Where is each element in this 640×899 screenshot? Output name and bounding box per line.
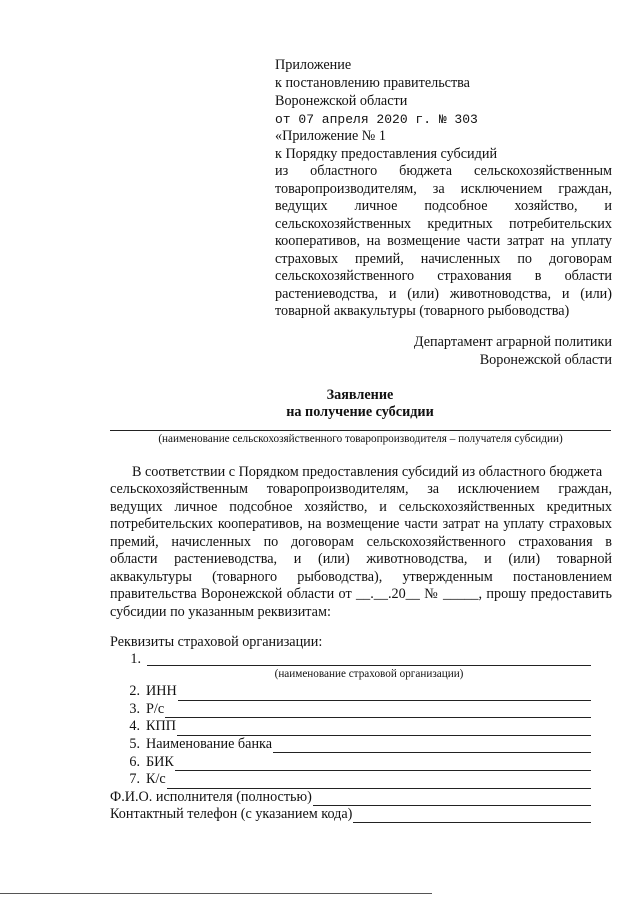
requisites-list [110, 683, 591, 789]
appendix-line: Воронежской области [275, 93, 408, 109]
body-line: области растениеводства, и (или) животноводства, и (или) товарной [110, 551, 612, 567]
footer-divider [0, 893, 432, 894]
requisite-row-corr-account [110, 771, 591, 789]
account-field[interactable] [165, 703, 591, 718]
requisite-label-corr-account: К/с [146, 771, 166, 788]
body-line: премий, начисленных по договорам сельскохозяйственного страхования в [110, 534, 612, 550]
appendix-line: к постановлению правительства [275, 75, 470, 91]
body-line: правительства Воронежской области от __.__.20__ № _____, прошу предоставить [110, 586, 612, 602]
addressee-line: Воронежской области [479, 352, 612, 368]
requisite-row-inn [110, 683, 591, 701]
applicant-name-caption: (наименование сельскохозяйственного товаропроизводителя – получателя субсидии) [158, 433, 563, 445]
requisite-label-account: Р/с [146, 700, 165, 717]
document-title: Заявление [326, 387, 394, 403]
appendix-title: Приложение [275, 57, 352, 73]
phone-field[interactable] [353, 808, 591, 823]
requisites-heading: Реквизиты страховой организации: [110, 634, 323, 650]
executor-name-field[interactable] [313, 791, 591, 806]
appendix-line: сельскохозяйственного страхования в области [275, 268, 612, 284]
bank-name-field[interactable] [273, 738, 591, 753]
document-subtitle: на получение субсидии [286, 404, 434, 420]
appendix-date-number: от 07 апреля 2020 г. № 303 [275, 112, 478, 127]
addressee-line: Департамент аграрной политики [413, 334, 612, 350]
appendix-line: «Приложение № 1 [275, 128, 386, 144]
body-line: потребительских кооперативов, на возмещение части затрат на уплату страховых [110, 516, 612, 532]
body-line: сельскохозяйственным товаропроизводителям, за исключением граждан, [110, 481, 612, 497]
body-line: субсидии по указанным реквизитам: [110, 604, 331, 620]
appendix-line: из областного бюджета сельскохозяйственным [275, 163, 612, 179]
requisite-number: 5. [129, 735, 140, 752]
executor-row [110, 789, 591, 806]
requisite-number: 2. [129, 683, 140, 700]
body-line: В соответствии с Порядком предоставления субсидий из областного бюджета [132, 464, 603, 480]
requisite-row-kpp [110, 718, 591, 736]
appendix-line: к Порядку предоставления субсидий [275, 146, 498, 162]
applicant-name-field[interactable] [110, 430, 611, 431]
bik-field[interactable] [175, 756, 591, 771]
inn-field[interactable] [178, 686, 591, 701]
requisite-number: 3. [129, 700, 140, 717]
appendix-line: страховых премий, начисленных по договорам [275, 251, 612, 267]
requisite-label-inn: ИНН [146, 683, 177, 700]
executor-label: Ф.И.О. исполнителя (полностью) [110, 789, 312, 805]
requisite-number: 4. [129, 718, 140, 735]
requisite-row-bik [110, 753, 591, 771]
requisite-label-kpp: КПП [146, 718, 176, 735]
body-line: ведущих личное подсобное хозяйство, и сельскохозяйственных кредитных [110, 499, 612, 515]
insurance-org-name-field[interactable] [147, 665, 591, 666]
requisite-label-bank-name: Наименование банка [146, 735, 273, 752]
appendix-line: товаропроизводителям, за исключением граждан, [275, 181, 612, 197]
requisite-row-account [110, 701, 591, 719]
appendix-line: товарной аквакультуры (товарного рыбоводства) [275, 303, 570, 319]
appendix-line: ведущих личное подсобное хозяйство, и [275, 198, 612, 214]
requisite-number: 1. [130, 651, 141, 667]
appendix-line: сельскохозяйственных кредитных потребительских [275, 216, 612, 232]
requisite-row-bank-name [110, 736, 591, 754]
body-line: аквакультуры (товарного рыбоводства), утвержденным постановлением [110, 569, 612, 585]
kpp-field[interactable] [177, 721, 591, 736]
corr-account-field[interactable] [167, 774, 591, 789]
requisite-number: 7. [129, 771, 140, 788]
appendix-line: растениеводства, и (или) животноводства, и (или) [275, 286, 612, 302]
phone-label: Контактный телефон (с указанием кода) [110, 806, 353, 822]
insurance-org-caption: (наименование страховой организации) [274, 668, 464, 680]
phone-row [110, 806, 591, 823]
requisite-label-bik: БИК [146, 753, 174, 770]
appendix-line: кооперативов, на возмещение части затрат на уплату [275, 233, 612, 249]
requisite-number: 6. [129, 753, 140, 770]
